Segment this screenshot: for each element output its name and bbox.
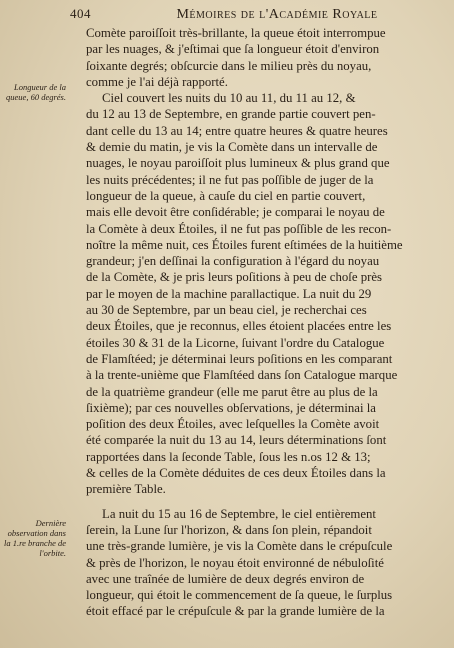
text-line: de la quatrième grandeur (elle me parut être au plus de la xyxy=(86,384,378,399)
text-line: & celles de la Comète déduites de ces deux Étoiles dans la xyxy=(86,466,386,481)
text-line: comme je l'ai déjà rapporté. xyxy=(86,74,228,89)
text-line: longueur de la queue, à cauſe du ciel en partie couvert, xyxy=(86,188,366,203)
text-line: rapportées dans la ſeconde Table, ſous les n.os 12 & 13; xyxy=(86,449,371,464)
margin-note-queue-length: Longueur de la queue, 60 degrés. xyxy=(6,82,66,102)
paragraph xyxy=(86,90,440,497)
text-line: nuages, le noyau paroiſſoit plus lumineux & plus grand que xyxy=(86,156,390,171)
text-line: de la Comète, & je pris leurs poſitions à peu de choſe près xyxy=(86,270,383,285)
text-line: longueur, qui étoit le commencement de ſa queue, le ſurplus xyxy=(86,588,393,603)
text-line: avec une traînée de lumière de deux degrés environ de xyxy=(86,571,365,586)
text-line: la Comète à deux Étoiles, il ne fut pas poſſible de les recon- xyxy=(86,221,392,236)
running-title: Mémoires de l'Académie Royale xyxy=(176,7,378,22)
text-line: Ciel couvert les nuits du 10 au 11, du 11 au 12, & xyxy=(102,91,356,106)
paragraph xyxy=(86,25,440,90)
text-line: par le moyen de la machine parallactique. La nuit du 29 xyxy=(86,286,372,301)
paragraph xyxy=(86,506,440,620)
text-line: par les nuages, & j'eſtimai que ſa longueur étoit d'environ xyxy=(86,42,380,57)
text-line: Comète paroiſſoit très-brillante, la queue étoit interrompue xyxy=(86,26,386,40)
text-line: au 30 de Septembre, par un beau ciel, je recherchai ces xyxy=(86,303,367,318)
text-line: une très-grande lumière, je vis la Comète dans le crépuſcule xyxy=(86,539,393,554)
text-line: ſixième); par ces nouvelles obſervations, je déterminai la xyxy=(86,400,376,415)
page-number: 404 xyxy=(70,6,91,21)
text-line: été comparée la nuit du 13 au 14, leurs déterminations ſont xyxy=(86,433,387,448)
text-line: & demie du matin, je vis la Comète dans un intervalle de xyxy=(86,140,378,155)
text-line: première Table. xyxy=(86,482,166,497)
paragraph-gap xyxy=(86,498,440,506)
text-line: les nuits précédentes; il ne fut pas poſſible de juger de la xyxy=(86,172,374,187)
text-line: noître la même nuit, ces Étoiles furent eſtimées de la huitième xyxy=(86,237,403,252)
text-line: mais elle devoit être conſidérable; je comparai le noyau de xyxy=(86,205,385,220)
body-text xyxy=(86,25,440,620)
text-line: ſerein, la Lune ſur l'horizon, & dans ſon plein, répandoit xyxy=(86,522,372,537)
page-header xyxy=(70,6,442,23)
text-line: & près de l'horizon, le noyau étoit environné de nébuloſité xyxy=(86,555,384,570)
text-line: étoiles 30 & 31 de la Licorne, ſuivant l'ordre du Catalogue xyxy=(86,335,385,350)
text-line: du 12 au 13 de Septembre, en grande partie couvert pen- xyxy=(86,107,376,122)
text-line: étoit effacé par le crépuſcule & par la grande lumière de la xyxy=(86,604,385,619)
text-line: grandeur; j'en deſſinai la configuration à l'égard du noyau xyxy=(86,254,380,269)
text-line: poſition des deux Étoiles, avec leſquelles la Comète avoit xyxy=(86,417,380,432)
text-line: à la trente-unième que Flamſtéed dans ſon Catalogue marque xyxy=(86,368,398,383)
text-line: dant celle du 13 au 14; entre quatre heures & quatre heures xyxy=(86,123,388,138)
margin-note-last-observation: Dernière observation dans la 1.re branche de l'orbite. xyxy=(3,518,66,558)
text-line: La nuit du 15 au 16 de Septembre, le ciel entièrement xyxy=(102,506,376,521)
text-line: de Flamſtéed; je déterminai leurs poſitions en les comparant xyxy=(86,351,393,366)
text-line: deux Étoiles, que je reconnus, elles étoient placées entre les xyxy=(86,319,392,334)
text-line: ſoixante degrés; obſcurcie dans le milieu près du noyau, xyxy=(86,58,372,73)
